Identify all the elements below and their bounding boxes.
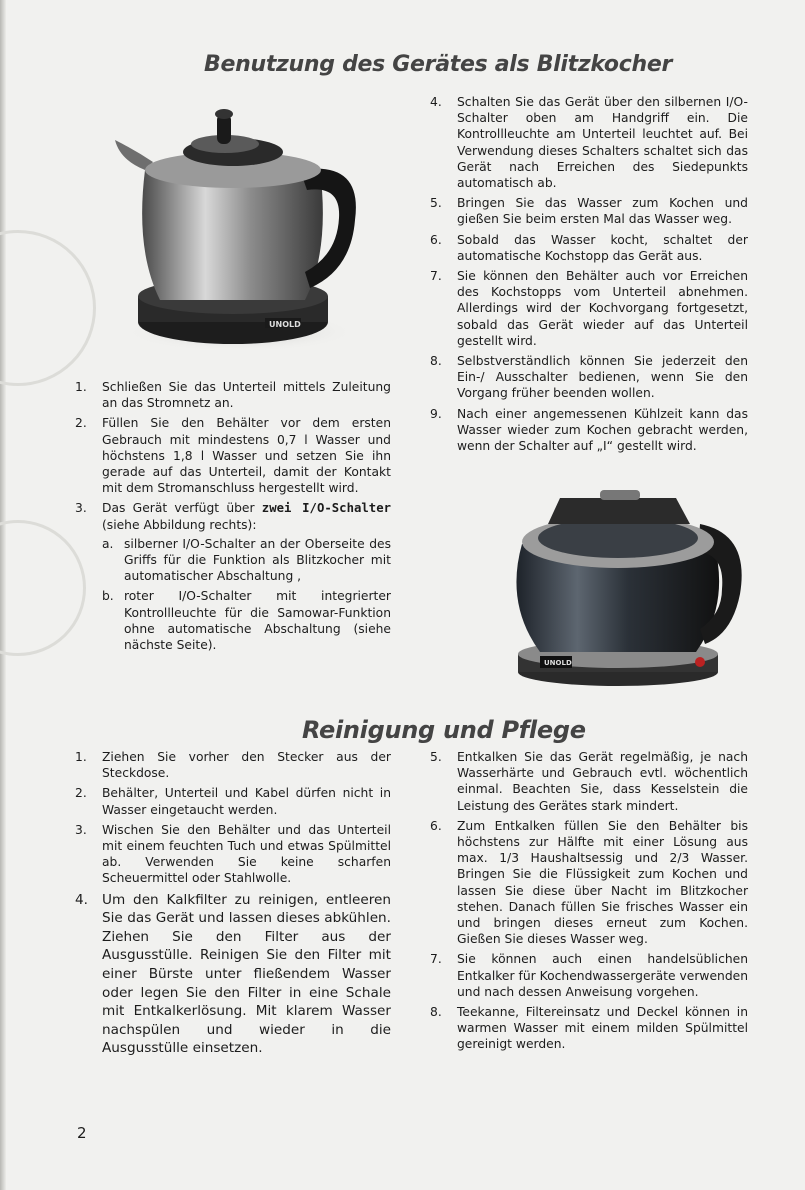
step-text: Um den Kalkfilter zu reinigen, entleeren Sie das Gerät und lassen dieses abkühlen. Ziehen Sie den Filter aus der Ausgusstülle. Reinigen Sie den Filter mit einer Bürste unter fließendem Wasser oder legen Sie den Filter in eine Schale mit Entkalkerlösung. Mit klarem Wasser nachspülen und wieder in die Ausgusstülle einsetzen. <box>102 891 391 1057</box>
step-text: Sobald das Wasser kocht, schaltet der automatische Kochstopp das Gerät aus. <box>457 232 748 263</box>
step-number: 4. <box>75 891 88 908</box>
step-text: Schalten Sie das Gerät über den silbernen I/O-Schalter oben am Handgriff ein. Die Kontrollleuchte am Unterteil leuchtet auf. Bei Verwendung dieses Schalters schaltet sich das Gerät nach Erreichen des Siedepunkts automatisch ab. <box>457 95 748 191</box>
usage-step-9 <box>430 406 748 455</box>
usage-step-4 <box>430 94 748 191</box>
cleaning-step-1 <box>75 749 391 781</box>
kettle-image-blue <box>500 484 750 689</box>
sub-text: silberner I/O-Schalter an der Oberseite des Griffs für die Funktion als Blitzkocher mit automatischer Abschaltung , <box>124 536 391 584</box>
switch-sublist <box>102 536 391 653</box>
usage-step-6 <box>430 232 748 264</box>
switch-item-a <box>102 536 391 585</box>
page-number: 2 <box>77 1124 87 1142</box>
step-text: Sie können den Behälter auch vor Erreichen des Kochstopps vom Unterteil abnehmen. Allerdings wird der Kochvorgang fortgesetzt, sobald das Gerät wieder auf das Unterteil gestellt wird. <box>457 269 748 348</box>
usage-step-5 <box>430 195 748 227</box>
show-through-circle-mid <box>0 520 86 656</box>
step-number: 8. <box>430 1005 442 1020</box>
cleaning-step-2 <box>75 785 391 817</box>
step-number: 6. <box>430 232 442 247</box>
step-number: 2. <box>75 786 87 801</box>
cleaning-section-title: Reinigung und Pflege <box>302 716 586 744</box>
usage-step-1 <box>75 379 391 411</box>
step-number: 6. <box>430 818 442 833</box>
step-text: Nach einer angemessenen Kühlzeit kann das Wasser wieder zum Kochen gebracht werden, wenn der Schalter auf „I“ gestellt wird. <box>457 406 748 454</box>
step-text-after: (siehe Abbildung rechts): <box>102 517 257 532</box>
step-text: Entkalken Sie das Gerät regelmäßig, je nach Wasserhärte und Gebrauch evtl. wöchentlich einmal. Beachten Sie, dass Kesselstein die Leistung des Gerätes stark mindert. <box>457 750 748 813</box>
usage-section-title: Benutzung des Gerätes als Blitzkocher <box>204 52 673 77</box>
step-number: 1. <box>75 380 87 394</box>
kettle-brand-label-top: UNOLD <box>269 320 301 329</box>
step-text: Füllen Sie den Behälter vor dem ersten Gebrauch mit mindestens 0,7 l Wasser und höchstens 1,8 l Wasser und setzen Sie ihn gerade auf das Unterteil, damit der Kontakt mit dem Stromanschluss hergestellt wird. <box>102 416 391 496</box>
sub-number: b. <box>102 589 114 604</box>
cleaning-step-5 <box>430 749 748 814</box>
cleaning-step-8 <box>430 1004 748 1053</box>
step-number: 2. <box>75 416 87 431</box>
step-number: 5. <box>430 196 442 211</box>
step-text: Zum Entkalken füllen Sie den Behälter bis höchstens zur Hälfte mit einer Lösung aus max. 1/3 Haushaltsessig und 2/3 Wasser. Bringen Sie die Flüssigkeit zum Kochen und lassen Sie diese über Nacht im Blitzkocher stehen. Danach füllen Sie frisches Wasser ein und bringen dieses erneut zum Kochen. Gießen Sie dieses Wasser weg. <box>457 818 748 947</box>
cleaning-step-7 <box>430 951 748 1000</box>
step-number: 8. <box>430 354 442 369</box>
sub-text: roter I/O-Schalter mit integrierter Kontrollleuchte für die Samowar-Funktion ohne automatische Abschaltung (siehe nächste Seite). <box>124 589 391 653</box>
usage-right-column <box>430 94 748 458</box>
step-number: 7. <box>430 269 442 284</box>
step-number: 3. <box>75 822 87 837</box>
step-number: 7. <box>430 952 442 967</box>
step-text: Selbstverständlich können Sie jederzeit den Ein-/ Ausschalter bedienen, wenn Sie den Vorgang früher beenden wollen. <box>457 354 748 401</box>
kettle-brand-label-bottom: UNOLD <box>544 659 572 667</box>
step-text: Behälter, Unterteil und Kabel dürfen nicht in Wasser eingetaucht werden. <box>102 786 391 817</box>
step-text-before: Das Gerät verfügt über <box>102 501 262 516</box>
kettle-image-steel <box>115 100 365 355</box>
usage-left-column <box>75 379 391 657</box>
step-text: Wischen Sie den Behälter und das Unterteil mit einem feuchten Tuch und etwas Spülmittel ab. Verwenden Sie keine scharfen Scheuermittel oder Stahlwolle. <box>102 822 391 886</box>
usage-step-3 <box>75 500 391 653</box>
cleaning-step-3 <box>75 822 391 887</box>
step-number: 5. <box>430 750 442 764</box>
step-number: 1. <box>75 750 87 764</box>
usage-step-8 <box>430 353 748 402</box>
switch-item-b <box>102 588 391 653</box>
cleaning-right-column <box>430 749 748 1057</box>
step-text: Schließen Sie das Unterteil mittels Zuleitung an das Stromnetz an. <box>102 380 391 411</box>
usage-step-7 <box>430 268 748 349</box>
cleaning-left-column <box>75 749 391 1062</box>
step-number: 9. <box>430 406 442 421</box>
step-number: 4. <box>430 95 442 109</box>
step-number: 3. <box>75 501 87 516</box>
step-text: Bringen Sie das Wasser zum Kochen und gießen Sie beim ersten Mal das Wasser weg. <box>457 196 748 227</box>
cleaning-step-6 <box>430 818 748 948</box>
show-through-circle-top <box>0 230 96 386</box>
usage-step-2 <box>75 415 391 496</box>
step-text: Sie können auch einen handelsüblichen Entkalker für Kochendwassergeräte verwenden und nach dessen Anweisung vorgehen. <box>457 952 748 999</box>
cleaning-step-4 <box>75 891 391 1058</box>
step-text-bold: zwei I/O-Schalter <box>261 501 391 516</box>
step-text: Teekanne, Filtereinsatz und Deckel können in warmen Wasser mit einem milden Spülmittel gereinigt werden. <box>457 1005 748 1052</box>
step-text: Ziehen Sie vorher den Stecker aus der Steckdose. <box>102 750 391 781</box>
sub-number: a. <box>102 536 114 551</box>
